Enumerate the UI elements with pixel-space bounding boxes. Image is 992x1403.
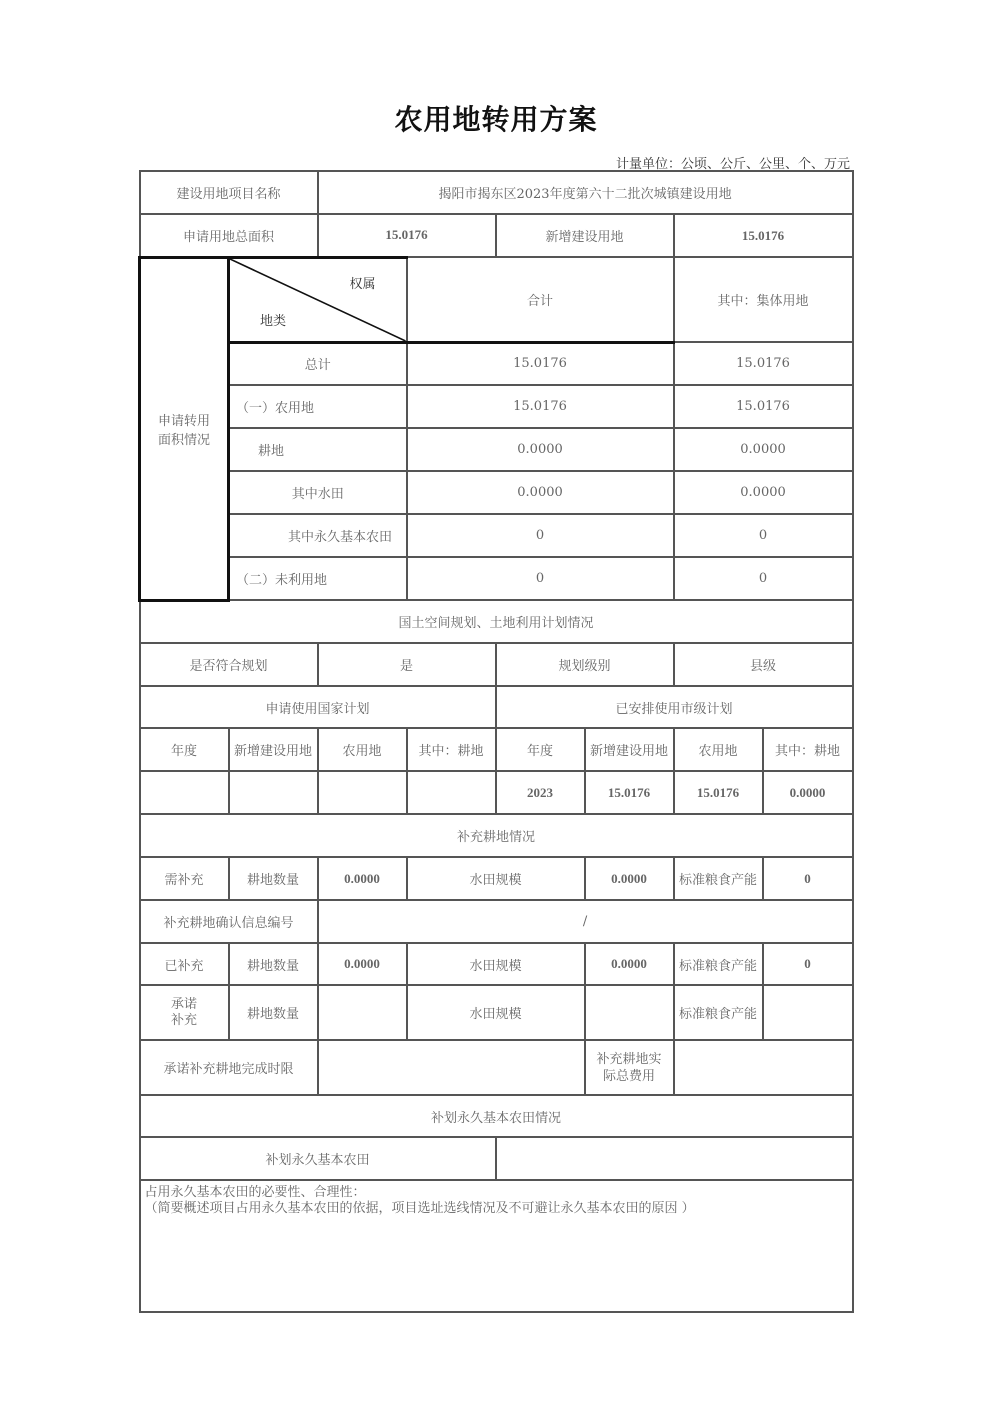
arable-qty-label: 耕地数量 <box>229 985 318 1040</box>
plan-value: 2023 <box>496 771 585 814</box>
need-arable-value: 0.0000 <box>318 857 407 900</box>
grain-label: 标准粮食产能 <box>674 943 763 985</box>
page-title: 农用地转用方案 <box>394 103 598 136</box>
finish-time-value <box>318 1040 585 1095</box>
row-farmland-sum: 15.0176 <box>407 385 674 428</box>
necessity-note <box>140 1180 853 1312</box>
national-plan-label: 申请使用国家计划 <box>140 686 496 728</box>
row-arable-collective: 0.0000 <box>674 428 853 471</box>
row-label-unused: （二）未利用地 <box>229 557 407 600</box>
promise-label: 承诺补充 <box>140 985 229 1040</box>
plan-value: 0.0000 <box>763 771 853 814</box>
plan-header: 新增建设用地 <box>585 728 674 771</box>
plan-value <box>318 771 407 814</box>
row-label-total: 总计 <box>229 342 407 385</box>
paddy-label: 水田规模 <box>407 857 585 900</box>
plan-header: 农用地 <box>318 728 407 771</box>
row-farmland-collective: 15.0176 <box>674 385 853 428</box>
plan-value <box>229 771 318 814</box>
ownership-label: 权属 <box>349 276 376 292</box>
plan-header: 其中：耕地 <box>407 728 496 771</box>
project-name-value: 揭阳市揭东区2023年度第六十二批次城镇建设用地 <box>318 171 853 214</box>
need-paddy-value: 0.0000 <box>585 857 674 900</box>
promise-arable-value <box>318 985 407 1040</box>
row-label-permanent: 其中永久基本农田 <box>229 514 407 557</box>
plan-header: 其中：耕地 <box>763 728 853 771</box>
plan-header: 农用地 <box>674 728 763 771</box>
basic-farmland-row-label: 补划永久基本农田 <box>140 1137 496 1180</box>
confirm-label: 补充耕地确认信息编号 <box>140 900 318 943</box>
arable-qty-label: 耕地数量 <box>229 943 318 985</box>
cost-value <box>674 1040 853 1095</box>
done-paddy-value: 0.0000 <box>585 943 674 985</box>
new-construction-label: 新增建设用地 <box>496 214 674 257</box>
done-arable-value: 0.0000 <box>318 943 407 985</box>
row-arable-sum: 0.0000 <box>407 428 674 471</box>
confirm-value: / <box>318 900 853 943</box>
done-label: 已补充 <box>140 943 229 985</box>
row-label-arable: 耕地 <box>229 428 407 471</box>
level-value: 县级 <box>674 643 853 686</box>
done-grain-value: 0 <box>763 943 853 985</box>
plan-value <box>140 771 229 814</box>
row-paddy-collective: 0.0000 <box>674 471 853 514</box>
grain-label: 标准粮食产能 <box>674 985 763 1040</box>
necessity-note-line1: 占用永久基本农田的必要性、合理性： <box>144 1185 366 1200</box>
plan-value: 15.0176 <box>585 771 674 814</box>
basic-farmland-row-value <box>496 1137 853 1180</box>
landtype-label: 地类 <box>260 313 287 329</box>
finish-time-label: 承诺补充耕地完成时限 <box>140 1040 318 1095</box>
need-grain-value: 0 <box>763 857 853 900</box>
conversion-side-label: 申请转用面积情况 <box>140 257 229 600</box>
paddy-label: 水田规模 <box>407 985 585 1040</box>
planning-section-title: 国土空间规划、土地利用计划情况 <box>140 600 853 643</box>
conform-label: 是否符合规划 <box>140 643 318 686</box>
row-label-paddy: 其中水田 <box>229 471 407 514</box>
project-name-label: 建设用地项目名称 <box>140 171 318 214</box>
need-label: 需补充 <box>140 857 229 900</box>
plan-header: 年度 <box>140 728 229 771</box>
col-collective-header: 其中：集体用地 <box>674 257 853 342</box>
supplement-section-title: 补充耕地情况 <box>140 814 853 857</box>
plan-header: 年度 <box>496 728 585 771</box>
row-unused-collective: 0 <box>674 557 853 600</box>
row-label-farmland: （一）农用地 <box>229 385 407 428</box>
total-area-value: 15.0176 <box>318 214 496 257</box>
row-total-collective: 15.0176 <box>674 342 853 385</box>
new-construction-value: 15.0176 <box>674 214 853 257</box>
row-permanent-collective: 0 <box>674 514 853 557</box>
diagonal-line <box>230 259 406 341</box>
col-total-header: 合计 <box>407 257 674 342</box>
row-unused-sum: 0 <box>407 557 674 600</box>
diagonal-header-cell <box>229 257 407 342</box>
cost-label: 补充耕地实际总费用 <box>585 1040 674 1095</box>
plan-value <box>407 771 496 814</box>
arable-qty-label: 耕地数量 <box>229 857 318 900</box>
city-plan-label: 已安排使用市级计划 <box>496 686 853 728</box>
plan-header: 新增建设用地 <box>229 728 318 771</box>
basic-farmland-section-title: 补划永久基本农田情况 <box>140 1095 853 1137</box>
unit-note: 计量单位：公顷、公斤、公里、个、万元 <box>615 157 850 172</box>
necessity-note-line2: （简要概述项目占用永久基本农田的依据，项目选址选线情况及不可避让永久基本农田的原因 ） <box>144 1201 695 1216</box>
conform-value: 是 <box>318 643 496 686</box>
row-paddy-sum: 0.0000 <box>407 471 674 514</box>
land-conversion-form <box>138 170 854 1313</box>
promise-grain-value <box>763 985 853 1040</box>
row-permanent-sum: 0 <box>407 514 674 557</box>
row-total-sum: 15.0176 <box>407 342 674 385</box>
total-area-label: 申请用地总面积 <box>140 214 318 257</box>
paddy-label: 水田规模 <box>407 943 585 985</box>
plan-value: 15.0176 <box>674 771 763 814</box>
promise-paddy-value <box>585 985 674 1040</box>
level-label: 规划级别 <box>496 643 674 686</box>
grain-label: 标准粮食产能 <box>674 857 763 900</box>
